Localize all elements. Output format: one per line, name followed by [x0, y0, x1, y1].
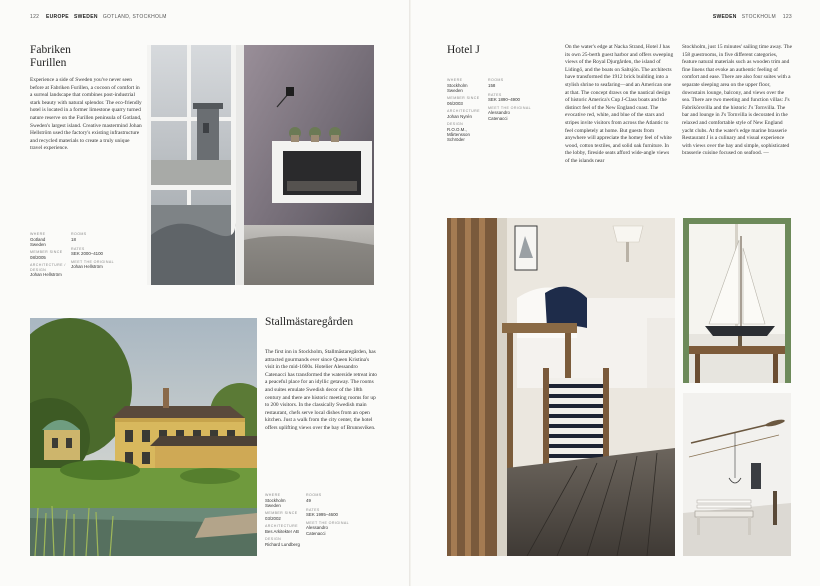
running-head-places: GOTLAND, STOCKHOLM	[102, 14, 167, 20]
running-head-city-right: STOCKHOLM	[741, 14, 776, 20]
photo-hotel-j-bench	[683, 393, 791, 556]
running-head-country: SWEDEN	[74, 14, 98, 20]
running-head-country-right: SWEDEN	[712, 14, 737, 20]
photo-fabriken-interior	[147, 45, 374, 285]
fact-box-hotel-j: WHERE Stockholm Sweden MEMBER SINCE 06/2003 ARCHITECTURE Johan Nyrén DESIGN R.O.O.M., Mårtensson Schröder ROOMS 158 RATES SEK 1890–4900 MEET THE ORIGINAL Alessandro Catenacci	[447, 78, 532, 143]
hotel-title-stallmastaregarden: Stallmästaregården	[265, 316, 354, 328]
hotel-description-fabriken: Experience a side of Sweden you've never seen before at Fabriken Furillen, a cocoon of comfort in a surreal landscape that combines post-industrial stark beauty with natural splendor. The eco-friendly hotel is located in a former limestone quarry turned nature reserve on the Furillen peninsula of Gotland, Sweden's largest island. Creative mastermind Johan Hellström used the factory's existing infrastructure and recycled materials to create a truly unique travel experience.	[30, 77, 142, 152]
page-gutter	[409, 0, 411, 586]
right-page-number: 123	[782, 14, 792, 20]
left-page-number: 122	[30, 14, 40, 20]
hotel-description-hotel-j-col2: Stockholm, just 15 minutes' sailing time away. The 158 guestrooms, in five different categories, feature natural materials such as wooden trim and fine linens that evoke an authentic feeling of comfort and ease. There are also four suites with a separate sleeping area on the upper floor, downstairs lounge, balcony, and views over the sea. There are two meeting and function villas: J's Fabrikörsvilla and the historic J's Tornvilla. The bar and lounge in J's Tornvilla is decorated in the relaxed and comfortable style of New England yacht clubs. At the water's edge marine brasserie Restaurant J is a culinary and visual experience with views over the bay and simple, sophisticated brasserie cuisine focused on seafood. —	[682, 44, 792, 157]
photo-hotel-j-sailboat-model	[683, 218, 791, 383]
fact-box-fabriken: WHERE Gotland Sweden MEMBER SINCE 08/2005 ARCHITECTURE / DESIGN Johan Hellström ROOMS 18 RATES SEK 2000–4100 MEET THE ORIGINAL Johan Hellström	[30, 232, 115, 278]
running-head-region: EUROPE	[46, 14, 69, 20]
hotel-title-hotel-j: Hotel J	[447, 44, 480, 56]
photo-stallmastaregarden-exterior	[30, 318, 257, 556]
fact-box-stallmastaregarden: WHERE Stockholm Sweden MEMBER SINCE 03/2002 ARCHITECTURE Bes Arkitekter AB DESIGN Richard Lundberg ROOMS 49 RATES SEK 1995–4600 MEET THE ORIGINAL Alessandro Catenacci	[265, 493, 350, 547]
right-running-head	[713, 14, 792, 20]
photo-hotel-j-room	[447, 218, 675, 556]
hotel-title-fabriken: Fabriken Furillen	[30, 44, 71, 69]
left-running-head	[30, 14, 167, 20]
hotel-description-hotel-j-col1: On the water's edge at Nacka Strand, Hotel J has its own 25-berth guest harbor and offers sweeping views of the Royal Djurgården, the island of Lidingö, and the boats on Saltsjön. The architects have transformed the 1912 brick building into a stylish shrine to seafaring—and an American one at that. The concept draws on the nautical design of historic America's Cup J-Class boats and the distinct feel of the New England coast. The evocative red, white, and blue of the stars and stripes invite visitors from across the Atlantic to feel completely at home. But guests from anywhere will appreciate the homey feel of white wood, cotton textiles, and solid oak furniture. In the lobby, fireside seats afford wide-angle views of the islands near	[565, 44, 674, 164]
hotel-description-stallmastaregarden: The first inn in Stockholm, Stallmästaregården, has attracted gourmands ever since Queen Kristina's visit in the mid-1600s. Hotelier Alessandro Catenacci has transformed the waterside retreat into a peaceful place for an idyllic getaway. The rooms and suites emulate Swedish decor of the 18th century and there are historic meeting rooms for up to 200 visitors. In the classically Swedish main restaurant, chefs serve local dishes from an open kitchen. Just a walk from the city center, the hotel offers uplifting views over the bay of Brunnsviken.	[265, 349, 377, 431]
